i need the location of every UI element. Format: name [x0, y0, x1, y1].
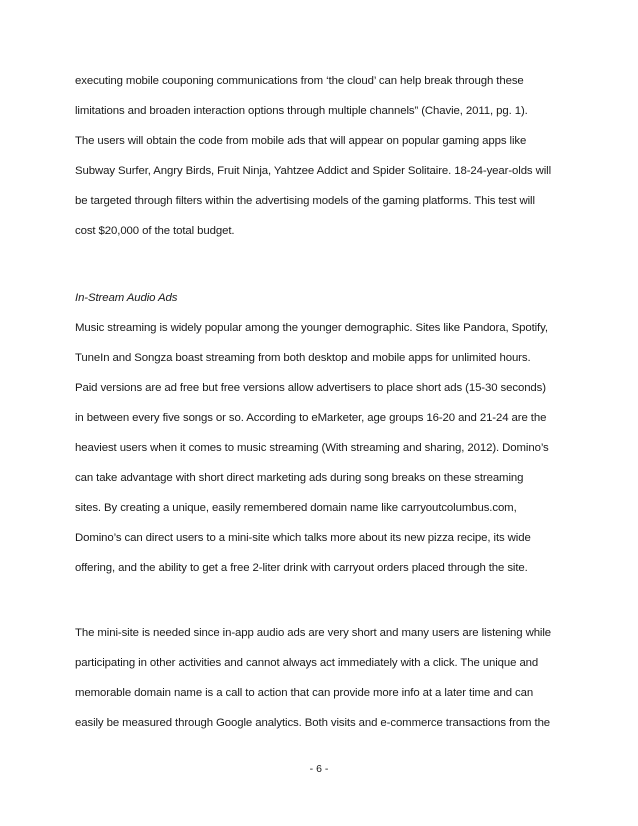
text-line: participating in other activities and cannot always act immediately with a click. The unique and — [75, 657, 539, 669]
text-line: memorable domain name is a call to action that can provide more info at a later time and can — [75, 687, 534, 699]
page-number: - 6 - — [309, 763, 329, 775]
text-line: sites. By creating a unique, easily remembered domain name like carryoutcolumbus.com, — [75, 502, 517, 514]
text-line: Domino’s can direct users to a mini-site which talks more about its new pizza recipe, its wide — [75, 532, 531, 544]
text-line: executing mobile couponing communications from ‘the cloud’ can help break through these — [75, 75, 524, 87]
text-line: TuneIn and Songza boast streaming from both desktop and mobile apps for unlimited hours. — [75, 352, 531, 364]
text-line: limitations and broaden interaction options through multiple channels” (Chavie, 2011, pg. 1). — [75, 105, 528, 117]
text-line: in between every five songs or so. According to eMarketer, age groups 16-20 and 21-24 are the — [75, 412, 547, 424]
text-line: easily be measured through Google analytics. Both visits and e-commerce transactions from the — [75, 717, 551, 729]
text-line: cost $20,000 of the total budget. — [75, 225, 235, 237]
text-line: Subway Surfer, Angry Birds, Fruit Ninja, Yahtzee Addict and Spider Solitaire. 18-24-year-olds will — [75, 165, 552, 177]
text-line: be targeted through filters within the advertising models of the gaming platforms. This test will — [75, 195, 535, 207]
text-line: heaviest users when it comes to music streaming (With streaming and sharing, 2012). Domino’s — [75, 442, 549, 454]
text-line: The users will obtain the code from mobile ads that will appear on popular gaming apps like — [75, 135, 527, 147]
text-line: The mini-site is needed since in-app audio ads are very short and many users are listening while — [75, 627, 552, 639]
text-line: Music streaming is widely popular among the younger demographic. Sites like Pandora, Spotify, — [75, 322, 548, 334]
text-line: offering, and the ability to get a free 2-liter drink with carryout orders placed through the site. — [75, 562, 528, 574]
text-line: can take advantage with short direct marketing ads during song breaks on these streaming — [75, 472, 524, 484]
section-heading: In-Stream Audio Ads — [75, 292, 178, 304]
text-line: Paid versions are ad free but free versions allow advertisers to place short ads (15-30 seconds) — [75, 382, 546, 394]
